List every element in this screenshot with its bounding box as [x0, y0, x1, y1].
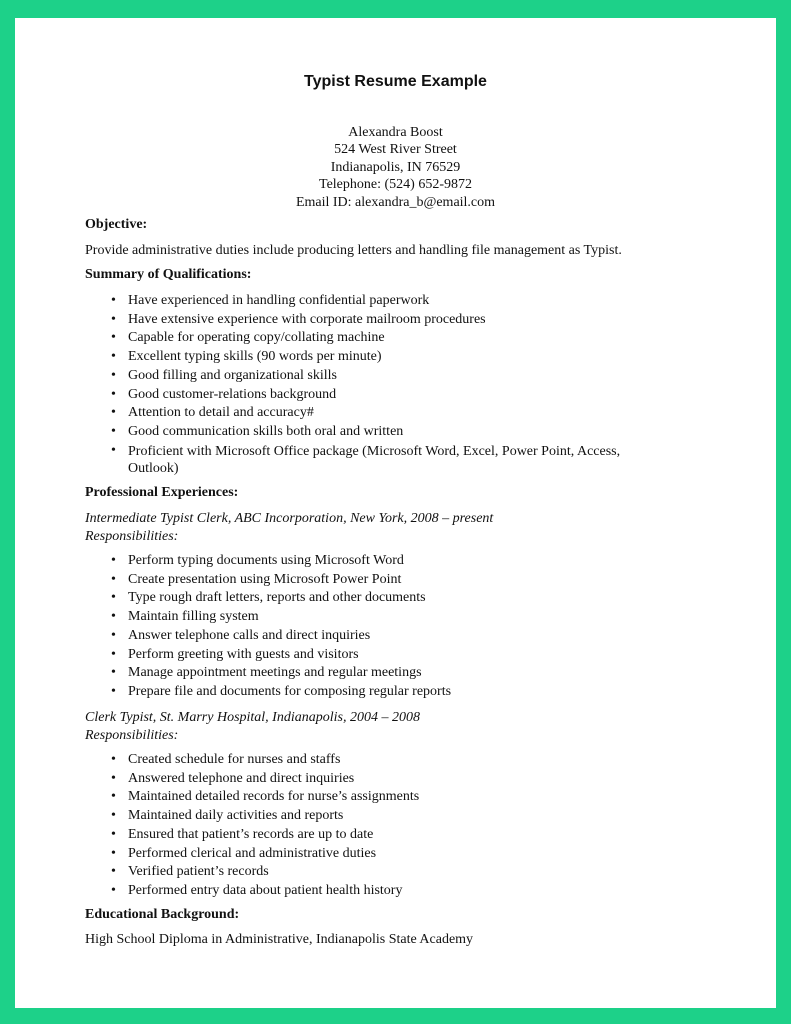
list-item: • Answer telephone calls and direct inquiries	[85, 627, 705, 646]
list-item: • Capable for operating copy/collating machine	[85, 329, 705, 348]
contact-street: 524 West River Street	[334, 142, 457, 158]
list-item: • Verified patient’s records	[85, 863, 705, 882]
list-item: • Perform greeting with guests and visitors	[85, 646, 705, 665]
list-item: • Have extensive experience with corporate mailroom procedures	[85, 311, 705, 330]
objective-heading: Objective:	[85, 217, 148, 232]
list-item: • Excellent typing skills (90 words per minute)	[85, 348, 705, 367]
education-text: High School Diploma in Administrative, Indianapolis State Academy	[85, 932, 474, 947]
list-item: • Ensured that patient’s records are up to date	[85, 826, 705, 845]
list-item: • Attention to detail and accuracy#	[85, 404, 705, 423]
page-title: Typist Resume Example	[304, 73, 487, 90]
list-item: • Maintain filling system	[85, 608, 705, 627]
job-title: Clerk Typist, St. Marry Hospital, Indianapolis, 2004 – 2008	[85, 710, 420, 725]
objective-text: Provide administrative duties include producing letters and handling file management as Typist.	[85, 243, 622, 258]
responsibilities-label: Responsibilities:	[85, 529, 179, 544]
list-item: • Good customer-relations background	[85, 386, 705, 405]
summary-list	[85, 292, 705, 478]
contact-block	[15, 124, 776, 211]
list-item: • Good filling and organizational skills	[85, 367, 705, 386]
job-1-duties	[85, 552, 705, 702]
job-2-duties	[85, 751, 705, 901]
list-item: • Manage appointment meetings and regular meetings	[85, 664, 705, 683]
responsibilities-label: Responsibilities:	[85, 728, 179, 743]
education-heading: Educational Background:	[85, 907, 240, 922]
list-item: • Created schedule for nurses and staffs	[85, 751, 705, 770]
list-item: • Good communication skills both oral and written	[85, 423, 705, 442]
contact-city: Indianapolis, IN 76529	[330, 159, 461, 175]
resume-page	[15, 18, 776, 1008]
job-title: Intermediate Typist Clerk, ABC Incorporation, New York, 2008 – present	[85, 511, 494, 526]
list-item: • Performed clerical and administrative duties	[85, 845, 705, 864]
list-item: • Answered telephone and direct inquiries	[85, 770, 705, 789]
list-item: • Maintained daily activities and reports	[85, 807, 705, 826]
list-item: • Proficient with Microsoft Office package (Microsoft Word, Excel, Power Point, Access, Outlook)	[85, 442, 668, 478]
contact-email: Email ID: alexandra_b@email.com	[295, 194, 496, 210]
list-item: • Type rough draft letters, reports and other documents	[85, 589, 705, 608]
list-item: • Perform typing documents using Microsoft Word	[85, 552, 705, 571]
list-item: • Have experienced in handling confidential paperwork	[85, 292, 705, 311]
list-item: • Performed entry data about patient health history	[85, 882, 705, 901]
contact-name: Alexandra Boost	[348, 125, 443, 140]
summary-heading: Summary of Qualifications:	[85, 267, 252, 282]
list-item: • Prepare file and documents for composing regular reports	[85, 683, 705, 702]
contact-telephone: Telephone: (524) 652-9872	[319, 177, 472, 193]
list-item: • Create presentation using Microsoft Power Point	[85, 571, 705, 590]
list-item: • Maintained detailed records for nurse’s assignments	[85, 788, 705, 807]
experience-heading: Professional Experiences:	[85, 485, 239, 500]
